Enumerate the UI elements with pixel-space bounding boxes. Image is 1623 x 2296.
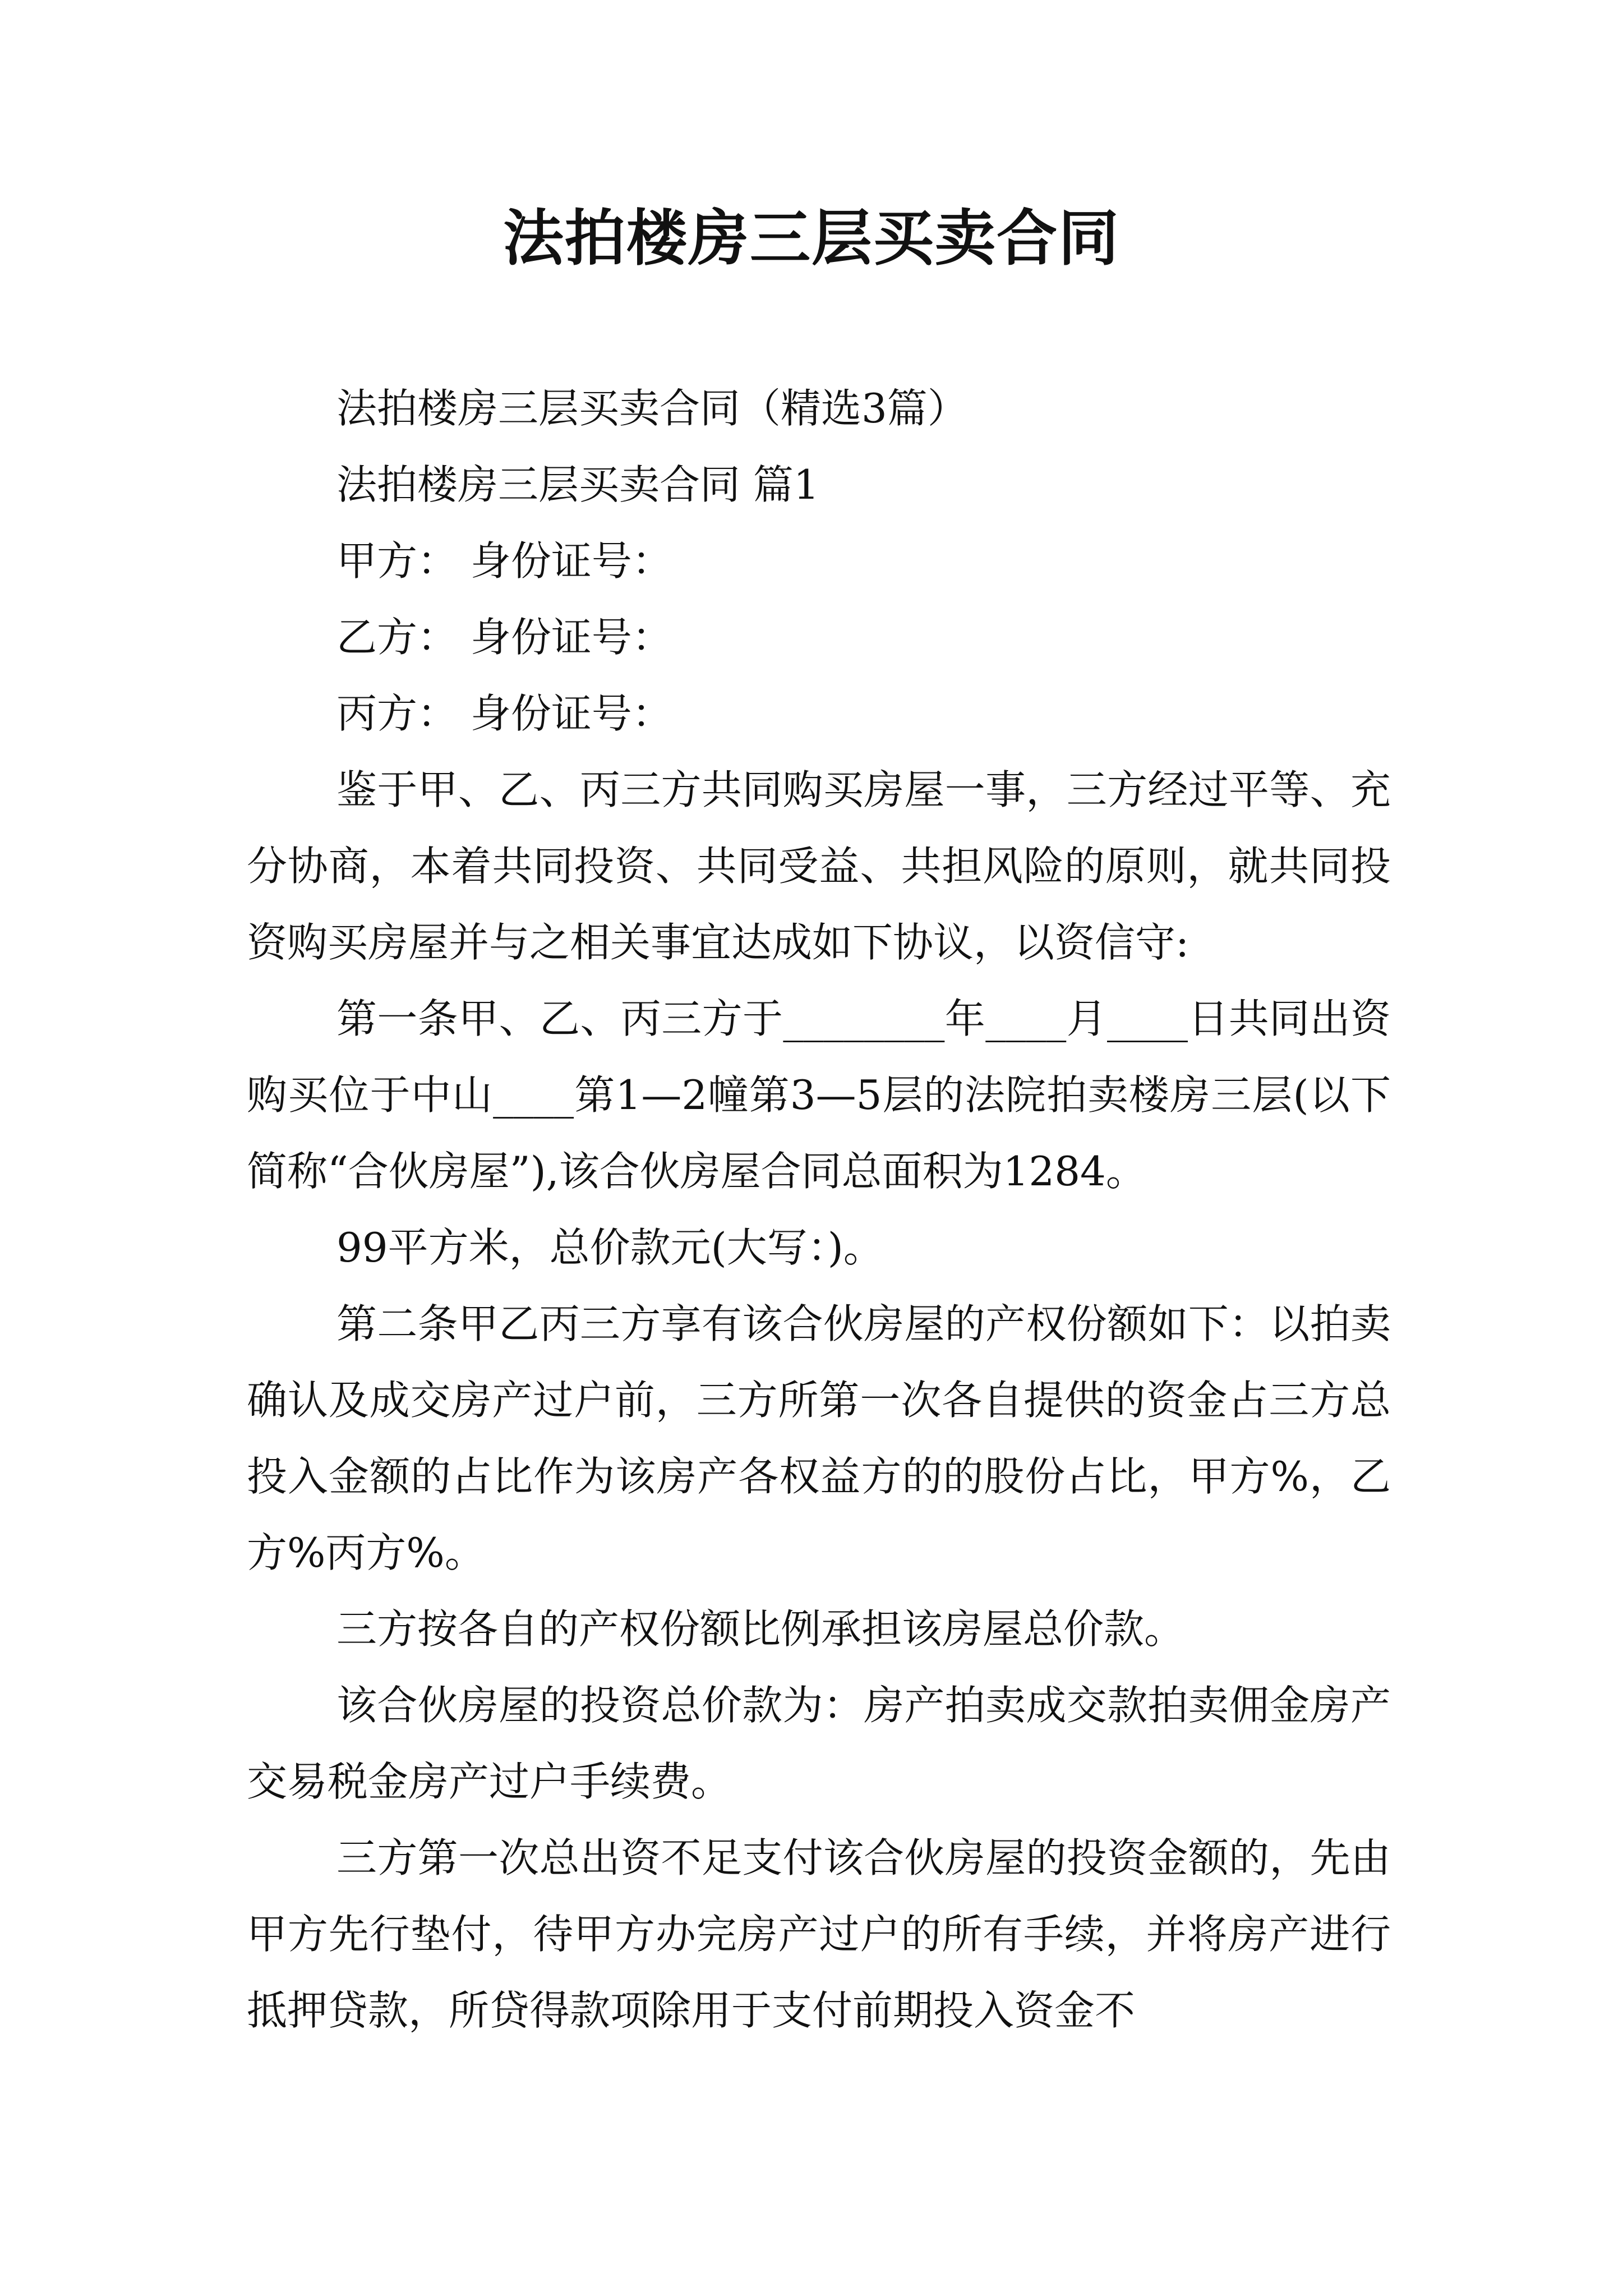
paragraph-article-1: 第一条甲、乙、丙三方于________年____月____日共同出资购买位于中山____第1—2幢第3—5层的法院拍卖楼房三层(以下简称“合伙房屋”),该合伙房屋合同总面积为1284。 xyxy=(247,995,1391,1195)
paragraph-price-share: 三方按各自的产权份额比例承担该房屋总价款。 xyxy=(336,1605,1185,1653)
paragraph-total-investment: 该合伙房屋的投资总价款为：房产拍卖成交款拍卖佣金房产交易税金房产过户手续费。 xyxy=(247,1682,1391,1805)
paragraph-party-a: 甲方： 身份证号： xyxy=(336,537,672,585)
paragraph-article-2: 第二条甲乙丙三方享有该合伙房屋的产权份额如下：以拍卖确认及成交房产过户前，三方所第一次各自提供的资金占三方总投入金额的占比作为该房产各权益方的的股份占比，甲方%，乙方%丙方%。 xyxy=(247,1300,1391,1576)
paragraph-preamble: 鉴于甲、乙、丙三方共同购买房屋一事，三方经过平等、充分协商，本着共同投资、共同受益、共担风险的原则，就共同投资购买房屋并与之相关事宜达成如下协议，以资信守: xyxy=(247,766,1391,966)
document-title: 法拍楼房三层买卖合同 xyxy=(502,203,1120,274)
paragraph-part-heading: 法拍楼房三层买卖合同 篇1 xyxy=(336,461,819,508)
paragraph-collection-heading: 法拍楼房三层买卖合同（精选3篇） xyxy=(336,385,968,432)
paragraph-party-b: 乙方： 身份证号： xyxy=(336,614,672,661)
document-body xyxy=(247,370,1391,2049)
paragraph-shortfall: 三方第一次总出资不足支付该合伙房屋的投资金额的，先由甲方先行垫付，待甲方办完房产过户的所有手续，并将房产进行抵押贷款，所贷得款项除用于支付前期投入资金不 xyxy=(247,1834,1391,2034)
paragraph-area-price: 99平方米，总价款元(大写：)。 xyxy=(336,1224,884,1271)
paragraph-party-c: 丙方： 身份证号： xyxy=(336,690,672,737)
